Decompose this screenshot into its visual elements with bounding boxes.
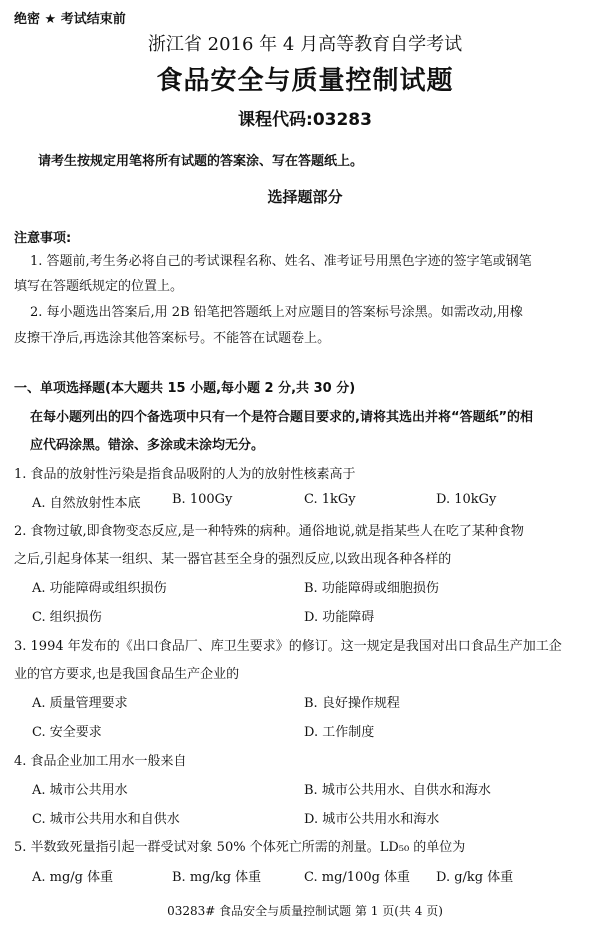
q4-option-b: B. 城市公共用水、自供水和海水	[304, 783, 491, 798]
note-2-line-1: 2. 每小题选出答案后,用 2B 铅笔把答题纸上对应题目的答案标号涂黑。如需改动,用橡	[30, 305, 523, 320]
q3-option-a: A. 质量管理要求	[32, 696, 128, 711]
question-1: 1. 食品的放射性污染是指食品吸附的人为的放射性核素高于	[14, 467, 356, 482]
note-1-line-2: 填写在答题纸规定的位置上。	[14, 279, 184, 294]
q4-option-d: D. 城市公共用水和海水	[304, 812, 440, 827]
q4-option-c: C. 城市公共用水和自供水	[32, 812, 180, 827]
notes-heading: 注意事项:	[14, 231, 72, 246]
q2-option-c: C. 组织损伤	[32, 610, 102, 625]
q3-option-b: B. 良好操作规程	[304, 696, 400, 711]
note-1-line-1: 1. 答题前,考生务必将自己的考试课程名称、姓名、准考证号用黑色字迹的签字笔或钢笔	[30, 254, 532, 269]
q3-option-d: D. 工作制度	[304, 725, 375, 740]
question-3-line-1: 3. 1994 年发布的《出口食品厂、库卫生要求》的修订。这一规定是我国对出口食品生产加工企	[14, 639, 562, 654]
q1-option-d: D. 10kGy	[436, 492, 497, 507]
part1-desc-line-2: 应代码涂黑。错涂、多涂或未涂均无分。	[30, 438, 265, 453]
q2-option-d: D. 功能障碍	[304, 610, 375, 625]
paper-title: 食品安全与质量控制试题	[156, 66, 454, 96]
question-2-line-1: 2. 食物过敏,即食物变态反应,是一种特殊的病种。通俗地说,就是指某些人在吃了某种食物	[14, 524, 524, 539]
q5-option-c: C. mg/100g 体重	[304, 870, 411, 885]
question-2-line-2: 之后,引起身体某一组织、某一器官甚至全身的强烈反应,以致出现各种各样的	[14, 552, 452, 567]
q5-option-d: D. g/kg 体重	[436, 870, 514, 885]
part1-heading: 一、单项选择题(本大题共 15 小题,每小题 2 分,共 30 分)	[14, 381, 356, 396]
course-code: 课程代码:03283	[238, 110, 372, 130]
q5-option-b: B. mg/kg 体重	[172, 870, 262, 885]
page-footer: 03283# 食品安全与质量控制试题 第 1 页(共 4 页)	[167, 904, 443, 918]
secret-mark: 绝密 ★ 考试结束前	[14, 12, 126, 27]
q4-option-a: A. 城市公共用水	[32, 783, 128, 798]
q1-option-c: C. 1kGy	[304, 492, 356, 507]
section-title: 选择题部分	[267, 188, 343, 206]
q2-option-b: B. 功能障碍或细胞损伤	[304, 581, 439, 596]
instruction: 请考生按规定用笔将所有试题的答案涂、写在答题纸上。	[38, 154, 364, 169]
question-5: 5. 半数致死量指引起一群受试对象 50% 个体死亡所需的剂量。LD₅₀ 的单位为	[14, 840, 466, 855]
q1-option-a: A. 自然放射性本底	[32, 496, 141, 511]
q5-option-a: A. mg/g 体重	[32, 870, 114, 885]
q2-option-a: A. 功能障碍或组织损伤	[32, 581, 167, 596]
q3-option-c: C. 安全要求	[32, 725, 102, 740]
exam-line: 浙江省 2016 年 4 月高等教育自学考试	[147, 34, 463, 55]
question-4: 4. 食品企业加工用水一般来自	[14, 754, 187, 769]
q1-option-b: B. 100Gy	[172, 492, 233, 507]
part1-desc-line-1: 在每小题列出的四个备选项中只有一个是符合题目要求的,请将其选出并将“答题纸”的相	[30, 410, 534, 425]
note-2-line-2: 皮擦干净后,再选涂其他答案标号。不能答在试题卷上。	[14, 331, 331, 346]
question-3-line-2: 业的官方要求,也是我国食品生产企业的	[14, 667, 240, 682]
